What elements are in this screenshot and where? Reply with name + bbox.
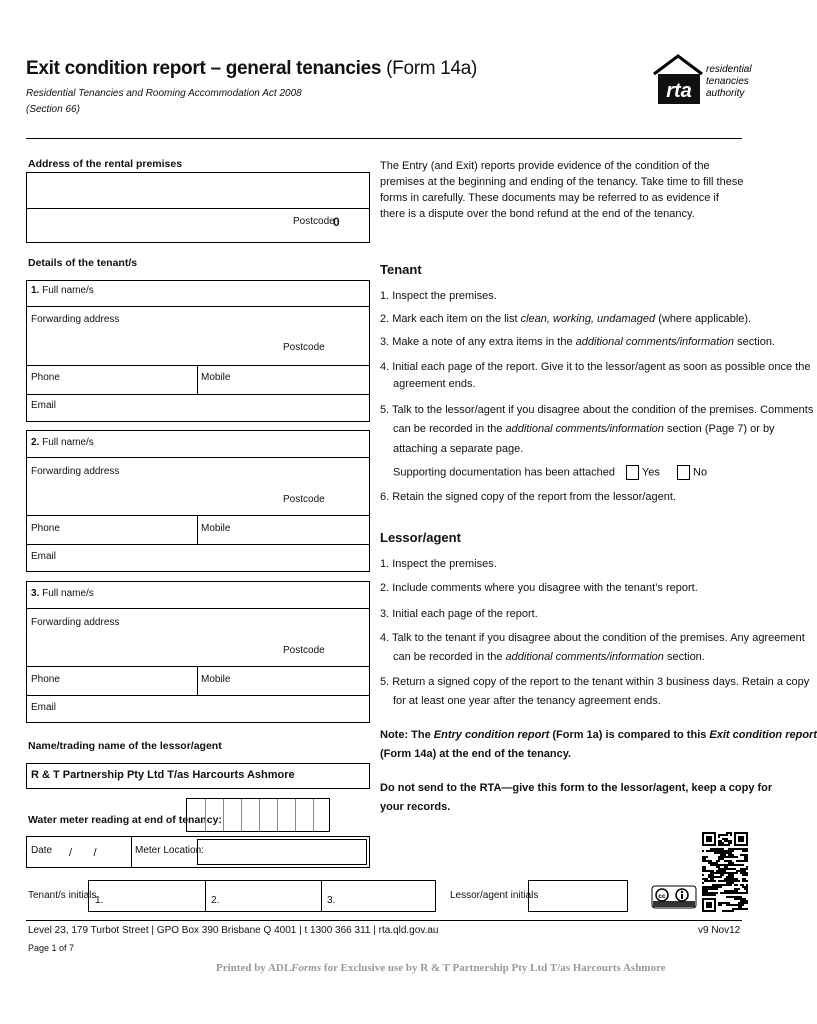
footer-page: Page 1 of 7 [28,943,75,953]
creative-commons-badge [652,886,696,913]
do-not-send-line-1: Do not send to the RTA—give this form to the lessor/agent, keep a copy for [380,782,773,794]
date-field[interactable]: / / [69,847,97,859]
no-label: No [693,466,708,479]
tenant-initials-fields [88,880,436,912]
tenant-3-phone-label[interactable]: Phone [31,674,60,685]
lessor-initials-field[interactable] [528,880,628,912]
svg-text:cc: cc [658,893,666,900]
tenant-2-mobile-label[interactable]: Mobile [201,523,231,534]
tenant-initial-1[interactable]: 1. [95,895,104,906]
tenant-initial-2[interactable]: 2. [211,895,220,906]
section-ref: (Section 66) [26,104,80,115]
form-title: Exit condition report – general tenancies (Form 14a) [26,58,478,79]
tenant-2-name-label[interactable]: 2. Full name/s [31,437,94,448]
tenant-1-mobile-label[interactable]: Mobile [201,372,231,383]
date-label: Date [31,845,53,856]
tenant-3-postcode-label[interactable]: Postcode [283,645,325,656]
lessor-step-3: 3. Initial each page of the report. [380,608,538,620]
lessor-name-value: R & T Partnership Pty Ltd T/as Harcourts Ashmore [31,769,295,781]
tenant-2-block [26,430,370,572]
lessor-initials-label: Lessor/agent initials [450,890,539,901]
tenant-step-5-cont2: attaching a separate page. [393,443,524,455]
date-location-row [26,836,370,868]
tenant-1-postcode-label[interactable]: Postcode [283,342,325,353]
svg-text:residential: residential [706,64,752,75]
tenant-heading: Tenant [380,262,422,277]
tenant-2-phone-label[interactable]: Phone [31,523,60,534]
address-postcode-label: Postcode [293,216,335,227]
tenant-step-4-cont: agreement ends. [393,378,476,390]
tenants-label: Details of the tenant/s [28,257,138,269]
tenant-1-forwarding-label[interactable]: Forwarding address [31,314,120,325]
water-meter-label: Water meter reading at end of tenancy: [28,814,222,826]
lessor-step-2: 2. Include comments where you disagree with the tenant’s report. [380,582,698,594]
address-postcode-value: 0 [333,215,340,229]
yes-label: Yes [641,466,660,479]
meter-location-field[interactable] [197,839,367,865]
tenant-3-email-label[interactable]: Email [31,702,57,713]
tenant-initials-label: Tenant/s initials [28,890,97,901]
note-line-2: (Form 14a) at the end of the tenancy. [380,748,572,760]
address-label: Address of the rental premises [28,158,183,170]
tenant-step-2: 2. Mark each item on the list clean, working, undamaged (where applicable). [380,313,752,325]
lessor-step-4-cont: can be recorded in the additional comments/information section. [393,651,705,663]
tenant-step-6: 6. Retain the signed copy of the report from the lessor/agent. [380,491,676,503]
tenant-3-block [26,581,370,723]
tenant-1-block [26,280,370,422]
address-box[interactable] [26,172,370,243]
header-rule [26,138,742,139]
qr-code [702,832,748,917]
note-line-1: Note: The Entry condition report (Form 1a) is compared to this Exit condition report [380,729,817,741]
svg-text:rta: rta [666,80,692,102]
lessor-step-5: 5. Return a signed copy of the report to the tenant within 3 business days. Retain a copy [380,676,810,688]
lessor-heading: Lessor/agent [380,530,461,545]
tenant-step-3: 3. Make a note of any extra items in the additional comments/information section. [380,336,775,348]
tenant-step-1: 1. Inspect the premises. [380,290,497,302]
tenant-3-forwarding-label[interactable]: Forwarding address [31,617,120,628]
rta-house-icon [648,52,752,112]
footer-version: v9 Nov12 [698,925,741,936]
tenant-initial-3[interactable]: 3. [327,895,336,906]
water-meter-reading-field[interactable] [186,798,330,832]
meter-location-label: Meter Location: [135,845,204,856]
tenant-step-5: 5. Talk to the lessor/agent if you disagree about the condition of the premises. Comments [380,404,814,416]
intro-text: The Entry (and Exit) reports provide evidence of the condition of the premises at the beginning and ending of the tenancy. Take time to fill these forms in carefully. These documents may be referred to as evidence if there is a dispute over the bond refund at the end of the tenancy. [380,160,744,220]
do-not-send-line-2: your records. [380,801,451,813]
tenant-step-5-cont: can be recorded in the additional comments/information section (Page 7) or by [393,423,775,435]
tenant-3-mobile-label[interactable]: Mobile [201,674,231,685]
supporting-docs-line: Supporting documentation has been attached Yes No [393,466,708,479]
tenant-2-postcode-label[interactable]: Postcode [283,494,325,505]
tenant-3-name-label[interactable]: 3. Full name/s [31,588,94,599]
printed-by-notice: Printed by ADLForms for Exclusive use by R & T Partnership Pty Ltd T/as Harcourts Ashmore [216,962,666,974]
no-checkbox[interactable] [677,465,690,480]
yes-checkbox[interactable] [626,465,639,480]
rta-logo [648,52,752,117]
tenant-2-email-label[interactable]: Email [31,551,57,562]
svg-text:tenancies: tenancies [706,76,749,87]
footer-address: Level 23, 179 Turbot Street | GPO Box 390 Brisbane Q 4001 | t 1300 366 311 | rta.qld.gov.au [28,925,439,936]
lessor-step-1: 1. Inspect the premises. [380,558,497,570]
tenant-step-4: 4. Initial each page of the report. Give it to the lessor/agent as soon as possible once the [380,361,811,373]
tenant-1-email-label[interactable]: Email [31,400,57,411]
lessor-step-4: 4. Talk to the tenant if you disagree about the condition of the premises. Any agreement [380,632,805,644]
lessor-name-field[interactable] [26,763,370,789]
footer-rule [26,920,742,921]
lessor-step-5-cont: for at least one year after the tenancy agreement ends. [393,695,661,707]
lessor-label: Name/trading name of the lessor/agent [28,740,222,752]
svg-text:authority: authority [706,88,745,99]
tenant-2-forwarding-label[interactable]: Forwarding address [31,466,120,477]
tenant-1-phone-label[interactable]: Phone [31,372,60,383]
tenant-1-name-label[interactable]: 1. Full name/s [31,285,94,296]
act-name: Residential Tenancies and Rooming Accommodation Act 2008 [26,88,302,99]
